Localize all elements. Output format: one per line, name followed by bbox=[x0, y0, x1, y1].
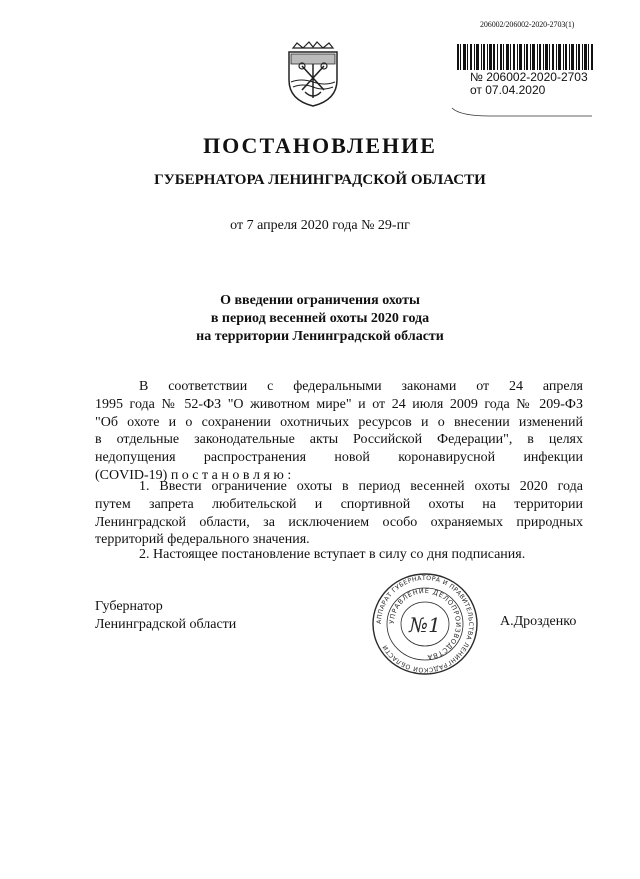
registration-underline bbox=[450, 104, 594, 118]
signer-title-line: Губернатор bbox=[95, 599, 163, 614]
text-line: "Об охоте и о сохранении охотничьих ресурсов и о внесении изменений bbox=[95, 414, 583, 430]
text-line: Ленинградской области, за исключением особо охраняемых природных bbox=[95, 514, 583, 530]
document-reference: 206002/206002-2020-2703(1) bbox=[480, 20, 575, 29]
text-line: (COVID-19) п о с т а н о в л я ю : bbox=[95, 467, 292, 483]
paragraph-item-1 bbox=[95, 478, 583, 549]
seal-inner-text: УПРАВЛЕНИЕ ДЕЛОПРОИЗВОДСТВА bbox=[387, 586, 463, 662]
text-line: В соответствии с федеральными законами от 24 апреля bbox=[139, 379, 583, 394]
paragraph-item-2 bbox=[95, 546, 583, 564]
heading-line: в период весенней охоты 2020 года bbox=[210, 311, 430, 326]
text-line: 2. Настоящее постановление вступает в силу со дня подписания. bbox=[139, 547, 526, 562]
heading-line: О введении ограничения охоты bbox=[220, 293, 420, 308]
document-title: ПОСТАНОВЛЕНИЕ bbox=[203, 133, 437, 158]
coat-of-arms-icon bbox=[283, 40, 343, 108]
signer-name: А.Дрозденко bbox=[500, 614, 577, 629]
official-seal-icon bbox=[360, 572, 490, 676]
text-line: в отдельные законодательные акты Российской Федерации", в целях bbox=[95, 432, 583, 448]
text-line: 1. Ввести ограничение охоты в период весенней охоты 2020 года bbox=[139, 479, 583, 494]
text-line: недопущения распространения новой коронавирусной инфекции bbox=[95, 450, 583, 466]
seal-ring-text: АППАРАТ ГУБЕРНАТОРА И ПРАВИТЕЛЬСТВА ЛЕНИНГРАДСКОЙ ОБЛАСТИ bbox=[375, 574, 475, 674]
registration-stamp bbox=[470, 71, 588, 97]
registration-date: от 07.04.2020 bbox=[470, 83, 546, 97]
text-line: территорий федерального значения. bbox=[95, 532, 310, 548]
heading-line: на территории Ленинградской области bbox=[196, 329, 444, 344]
text-line: путем запрета любительской и спортивной охоты на территории bbox=[95, 496, 583, 512]
paragraph-preamble bbox=[95, 378, 583, 485]
document-heading bbox=[0, 292, 640, 346]
registration-number: № 206002-2020-2703 bbox=[470, 70, 588, 84]
document-subtitle: ГУБЕРНАТОРА ЛЕНИНГРАДСКОЙ ОБЛАСТИ bbox=[154, 172, 486, 188]
signer-title-line: Ленинградской области bbox=[95, 617, 237, 632]
seal-number: №1 bbox=[409, 613, 441, 637]
document-date-number: от 7 апреля 2020 года № 29-пг bbox=[230, 218, 410, 233]
text-line: 1995 года № 52-ФЗ "О животном мире" и от 24 июля 2009 года № 209-ФЗ bbox=[95, 396, 583, 412]
signer-title bbox=[95, 598, 236, 634]
barcode bbox=[457, 44, 593, 70]
